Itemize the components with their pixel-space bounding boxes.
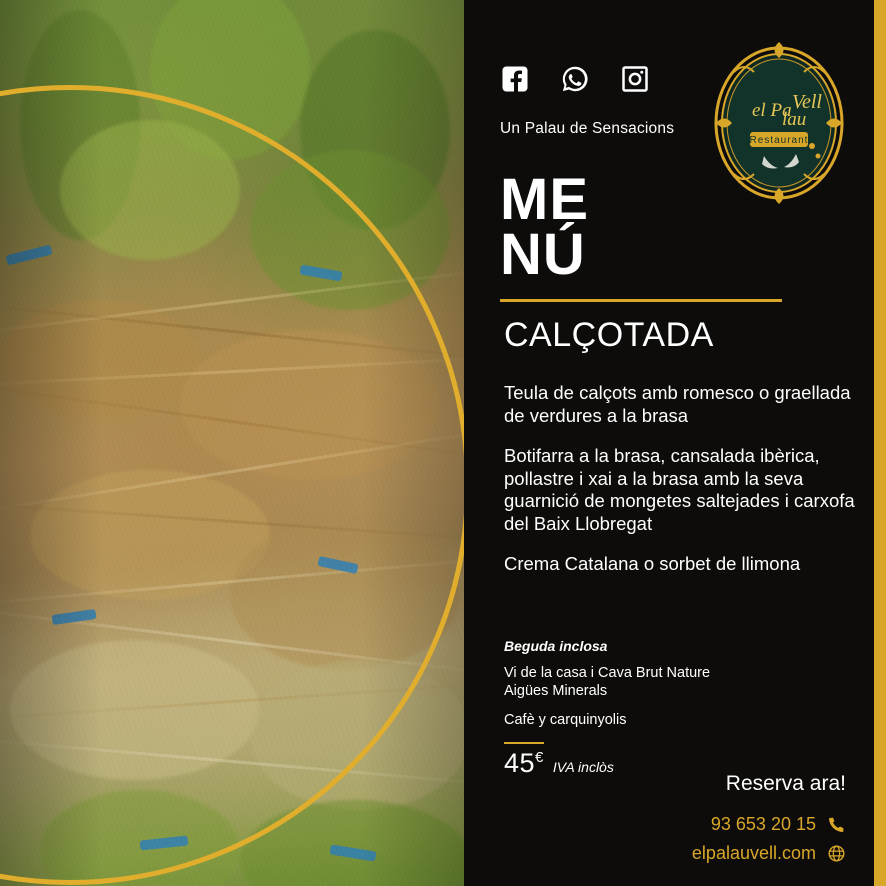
contact-block <box>692 806 846 864</box>
title-line-2: NÚ <box>500 222 586 288</box>
drinks-line-1: Vi de la casa i Cava Brut Nature <box>504 665 711 681</box>
facebook-icon[interactable] <box>500 64 530 94</box>
price-value <box>504 748 544 779</box>
drinks-section <box>504 638 864 730</box>
website-row[interactable] <box>692 843 846 864</box>
phone-number[interactable]: 93 653 20 15 <box>710 814 816 834</box>
page-title <box>500 167 589 288</box>
tagline: Un Palau de Sensacions <box>500 120 675 137</box>
logo-subtext: Restaurant <box>749 135 809 146</box>
social-links <box>500 64 650 94</box>
phone-row[interactable] <box>692 814 846 835</box>
price-amount: 45 <box>504 748 536 778</box>
price-currency: € <box>535 749 544 766</box>
title-line-1: ME <box>500 167 589 232</box>
whatsapp-icon[interactable] <box>560 64 590 94</box>
price-block <box>504 742 614 779</box>
edge-strip-gap <box>869 0 874 886</box>
drinks-heading: Beguda inclosa <box>504 638 608 654</box>
dish-item: Teula de calçots amb romesco o graellada de verdures a la brasa <box>504 382 851 426</box>
reserve-call-to-action: Reserva ara! <box>725 772 846 795</box>
restaurant-logo <box>708 28 850 218</box>
logo-text-line3: lau <box>782 109 807 130</box>
dish-item: Botifarra a la brasa, cansalada ibèrica, pollastre i xai a la brasa amb la seva guarnició de mongetes saltejades i carxofa del Baix Llobregat <box>504 445 855 534</box>
drinks-line-3: Cafè y carquinyolis <box>504 712 627 728</box>
gold-edge-strip <box>874 0 886 886</box>
logo-text-line1: el Pa <box>752 100 792 121</box>
phone-icon <box>827 815 846 834</box>
website-url[interactable]: elpalauvell.com <box>691 843 816 863</box>
menu-subtitle: CALÇOTADA <box>504 316 714 354</box>
globe-icon <box>827 844 846 863</box>
instagram-icon[interactable] <box>620 64 650 94</box>
dish-list <box>504 382 862 594</box>
vat-note: IVA inclòs <box>552 759 614 775</box>
drinks-line-2: Aigües Minerals <box>504 682 608 699</box>
title-divider <box>500 299 782 302</box>
dish-item: Crema Catalana o sorbet de llimona <box>504 553 801 574</box>
logo-text-line2: Vell <box>792 91 822 113</box>
menu-content <box>464 0 886 886</box>
